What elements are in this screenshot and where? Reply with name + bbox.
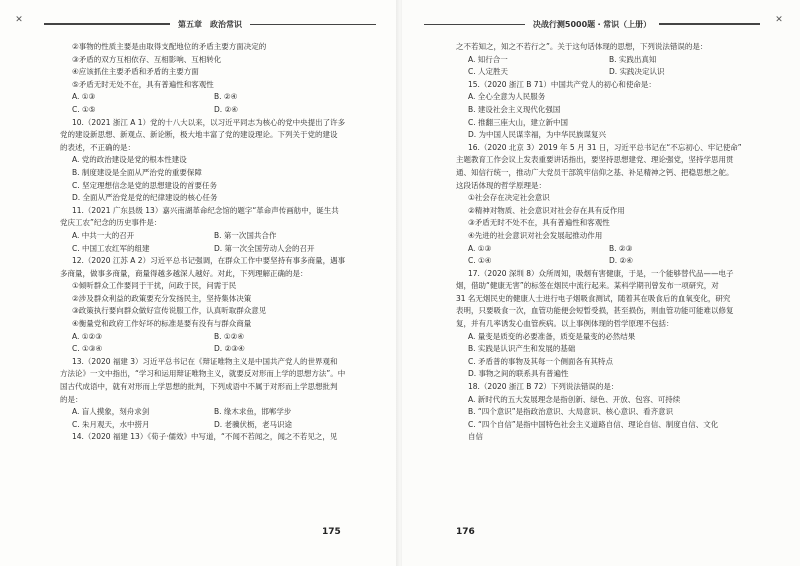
text-line: B. 制度建设是全面从严治党的重要保障	[72, 167, 202, 177]
book-title: 决战行测5000题・常识（上册）	[532, 19, 652, 29]
text-line: ④衡量党和政府工作好坏的标准是要有没有与群众商量	[72, 319, 252, 329]
option-text: D. ②④	[214, 104, 238, 114]
option-text: A. 盲人摸象，刻舟求剑	[72, 407, 150, 417]
option-text: D. ②④	[609, 256, 633, 266]
text-line: A. 党的政治建设是党的根本性建设	[72, 155, 187, 165]
text-line: ③矛盾无时不处不在，具有普遍性和客观性	[468, 218, 610, 228]
left-page	[0, 0, 398, 566]
text-line: 13.（2020 福建 3）习近平总书记在《辩证唯物主义是中国共产党人的世界观和	[72, 356, 338, 366]
option-text: D. ②③④	[214, 344, 245, 354]
text-line: 10.（2021 浙江 A 1）党的十八大以来，以习近平同志为核心的党中央提出了许多	[72, 117, 346, 127]
option-text: C. 中国工农红军的组建	[72, 243, 150, 253]
option-text: A. 中共一大的召开	[72, 230, 135, 240]
text-line: 表明，只要吸食一次，血管功能便会短暂受损，甚至损伤，则血管功能可能难以修复	[456, 306, 734, 316]
text-line: ③政策执行要向群众做好宣传说服工作，认真听取群众意见	[72, 306, 267, 316]
text-line: 18.（2020 浙江 B 72）下列说法错误的是：	[468, 382, 619, 392]
text-line: B. 实践是认识产生和发展的基础	[468, 344, 576, 354]
left-page-header	[44, 17, 376, 31]
text-line: ⑤矛盾无时无处不在，具有普遍性和客观性	[72, 79, 214, 89]
option-text: B. 缘木求鱼，邯郸学步	[214, 407, 292, 417]
option-row	[60, 243, 356, 256]
text-line: 国古代成语中，就有对形而上学思想的批判，下列成语中不属于对形而上学思想批判	[60, 382, 338, 392]
option-text: B. 实践出真知	[609, 54, 657, 64]
text-line: D. 事物之间的联系具有普遍性	[468, 369, 569, 379]
text-line: C. 矛盾普的事物及其每一个侧面各有其特点	[468, 356, 614, 366]
text-line: B. 建设社会主义现代化强国	[468, 104, 561, 114]
header-rule	[44, 23, 170, 25]
option-text: B. 第一次国共合作	[214, 230, 277, 240]
text-line: ④应该抓住主要矛盾和矛盾的主要方面	[72, 67, 199, 77]
text-line: ②事物的性质主要是由取得支配地位的矛盾主要方面决定的	[72, 42, 267, 51]
text-line: 17.（2020 深圳 8）众所周知，吸烟有害健康，于是，一个能够替代品——电子	[468, 268, 734, 278]
option-text: D. 实践决定认识	[609, 67, 665, 77]
text-line: 15.（2020 浙江 B 71）中国共产党人的初心和使命是：	[468, 79, 656, 89]
text-line: ②精神对物质、社会意识对社会存在具有反作用	[468, 205, 625, 215]
option-text: A. ①②③	[72, 331, 102, 341]
text-line: 的表述，不正确的是：	[60, 142, 135, 152]
option-text: C. ①③④	[72, 344, 103, 354]
option-row	[60, 230, 356, 243]
option-text: A. ①③	[468, 243, 492, 253]
option-row	[456, 255, 750, 268]
left-page-body	[60, 41, 356, 444]
text-line: ①倾听群众工作要同于干扰，问政于民，问需于民	[72, 281, 237, 291]
text-line: 通、知信行统一，推动广大党员干部筑牢信仰之基、补足精神之钙、把稳思想之舵。	[456, 167, 734, 177]
right-page-header	[424, 17, 760, 31]
option-text: A. 知行合一	[468, 54, 508, 64]
right-page-body	[456, 41, 750, 444]
text-line: B. “四个意识”是指政治意识、大局意识、核心意识、看齐意识	[468, 407, 674, 417]
option-text: C. 朱月观天，水中捞月	[72, 419, 150, 429]
header-rule	[659, 23, 760, 25]
option-text: C. ①④	[468, 256, 492, 266]
text-line: 31 名无烟民史的健康人士进行电子烟吸食测试，随着其在吸食后的血氧变化，研究	[456, 293, 731, 303]
option-text: D. 第一次全国劳动人会的召开	[214, 243, 315, 253]
text-line: 主题教育工作会议上发表重要讲话指出，要坚持思想建党、理论强党，坚持学思用贯	[456, 155, 734, 165]
text-line: A. 全心全意为人民服务	[468, 92, 546, 102]
chapter-title: 第五章 政治常识	[178, 19, 242, 29]
corner-mark-icon: ✕	[15, 15, 23, 25]
option-text: B. ②④	[214, 92, 238, 102]
text-line: 之不若知之，知之不若行之”。关于这句话体现的思想，下列说法错误的是：	[456, 42, 708, 51]
text-line: 党的建设新思想、新观点、新论断，极大地丰富了党的建设理论。下列关于党的建设	[60, 130, 338, 140]
text-line: ②涉及群众利益的政策要充分发扬民主，坚持集体决策	[72, 293, 252, 303]
text-line: A. 新时代的五大发展理念是指创新、绿色、开放、包容、可持续	[468, 394, 681, 404]
text-line: 12.（2020 江苏 A 2）习近平总书记强调，在群众工作中要坚持有事多商量，遇事	[72, 256, 346, 266]
option-row	[60, 406, 356, 419]
text-line: A. 量变是质变的必要准备，质变是量变的必然结果	[468, 331, 636, 341]
option-row	[456, 54, 750, 67]
option-text: D. 老骥伏枥，老马识途	[214, 419, 293, 429]
text-line: 这段话体现的哲学原理是：	[456, 180, 546, 190]
option-text: C. 人定胜天	[468, 67, 509, 77]
text-line: ①社会存在决定社会意识	[468, 193, 550, 203]
option-row	[60, 331, 356, 344]
text-line: 复，并有几率诱发心血管疾病。以上事例体现的哲学原理不包括：	[456, 319, 674, 329]
text-line: D. 为中国人民谋幸福，为中华民族谋复兴	[468, 130, 607, 140]
text-line: 的是：	[60, 394, 83, 404]
option-row	[60, 419, 356, 432]
header-rule	[250, 24, 376, 25]
option-row	[456, 66, 750, 79]
right-page	[402, 0, 800, 566]
text-line: 党庆工农”纪念的历史事件是：	[60, 218, 162, 228]
page-number: 176	[456, 527, 475, 537]
text-line: 方法论》一文中指出，“学习和运用辩证唯物主义，就要反对形而上学的思想方法”。中	[60, 369, 346, 379]
text-line: 16.（2020 北京 3）2019 年 5 月 31 日，习近平总书记在“不忘初心、牢记使命”	[468, 142, 742, 152]
text-line: 烟，借助“健康无害”的标签在烟民中流行起来。某科学期刊曾发布一项研究，对	[456, 281, 719, 291]
text-line: C. 推翻三座大山，建立新中国	[468, 117, 569, 127]
text-line: 自信	[468, 432, 483, 442]
page-number: 175	[322, 527, 341, 537]
corner-mark-icon: ✕	[775, 15, 783, 25]
option-row	[456, 243, 750, 256]
option-row	[60, 91, 356, 104]
text-line: C. 坚定理想信念是党的思想建设的首要任务	[72, 180, 218, 190]
text-line: D. 全面从严治党是党的纪律建设的核心任务	[72, 193, 218, 203]
text-line: 14.（2020 福建 13）《荀子·儒效》中写道，“不闻不若闻之，闻之不若见之，见	[72, 432, 338, 442]
option-row	[60, 343, 356, 356]
text-line: ④先进的社会意识对社会发展起推动作用	[468, 230, 603, 240]
text-line: C. “四个自信”是指中国特色社会主义道路自信、理论自信、制度自信、文化	[468, 419, 719, 429]
text-line: ③矛盾的双方互相依存、互相影响、互相转化	[72, 54, 222, 64]
header-rule	[424, 24, 525, 25]
option-text: A. ①③	[72, 92, 96, 102]
text-line: 多商量，做事多商量，商量得越多越深人越好。对此，下列理解正确的是：	[60, 268, 308, 278]
option-text: C. ①⑤	[72, 104, 96, 114]
option-text: B. ②③	[609, 243, 633, 253]
option-row	[60, 104, 356, 117]
text-line: 11.（2021 广东县级 13）嘉兴南湖革命纪念馆的题字“革命声传画舫中，诞生共	[72, 205, 339, 215]
option-text: B. ①②④	[214, 331, 245, 341]
